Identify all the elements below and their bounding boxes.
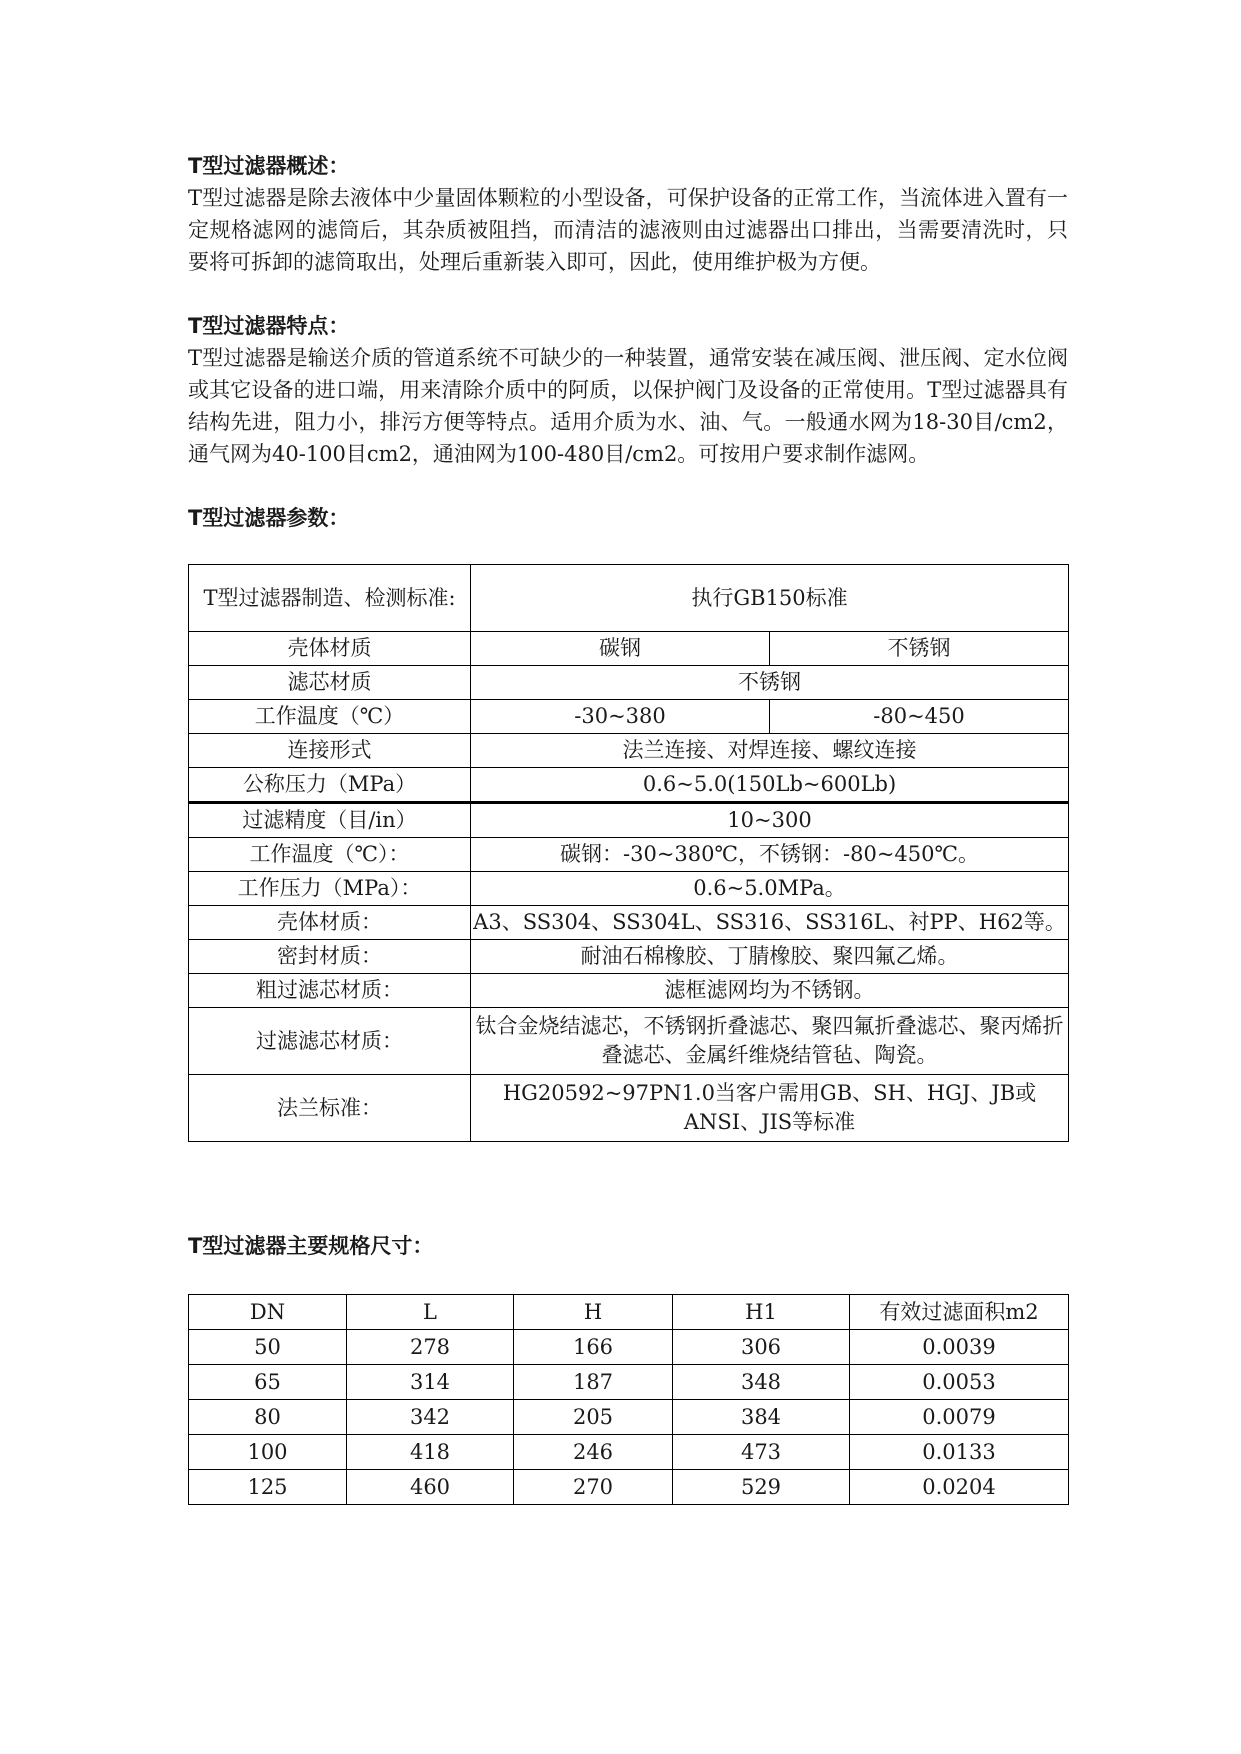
table-row bbox=[189, 1075, 1069, 1142]
table-cell: 0.0053 bbox=[850, 1365, 1069, 1400]
table-row bbox=[189, 803, 1069, 838]
table-cell: 125 bbox=[189, 1470, 347, 1505]
param-label: 壳体材质： bbox=[189, 906, 471, 940]
param-value: HG20592~97PN1.0当客户需用GB、SH、HGJ、JB或ANSI、JIS等标准 bbox=[471, 1075, 1069, 1142]
param-label: 滤芯材质 bbox=[189, 666, 471, 700]
table-row bbox=[189, 565, 1069, 632]
column-header: H1 bbox=[673, 1295, 850, 1330]
table-cell: 384 bbox=[673, 1400, 850, 1435]
column-header: DN bbox=[189, 1295, 347, 1330]
table-row bbox=[189, 940, 1069, 974]
param-value: 不锈钢 bbox=[471, 666, 1069, 700]
features-heading: T型过滤器特点： bbox=[188, 314, 350, 338]
table-row bbox=[189, 974, 1069, 1008]
table-cell: 0.0204 bbox=[850, 1470, 1069, 1505]
param-label: 密封材质： bbox=[189, 940, 471, 974]
table-row bbox=[189, 632, 1069, 666]
params-heading: T型过滤器参数： bbox=[188, 506, 350, 530]
param-value: 10~300 bbox=[471, 803, 1069, 838]
table-cell: 50 bbox=[189, 1330, 347, 1365]
table-cell: 166 bbox=[514, 1330, 673, 1365]
param-label: 过滤滤芯材质： bbox=[189, 1008, 471, 1075]
param-value: 0.6~5.0(150Lb~600Lb) bbox=[471, 768, 1069, 803]
table-row bbox=[189, 872, 1069, 906]
param-value: 滤框滤网均为不锈钢。 bbox=[471, 974, 1069, 1008]
column-header: 有效过滤面积m2 bbox=[850, 1295, 1069, 1330]
param-value: 0.6~5.0MPa。 bbox=[471, 872, 1069, 906]
table-row bbox=[189, 1008, 1069, 1075]
table-row bbox=[189, 1435, 1069, 1470]
table-cell: 65 bbox=[189, 1365, 347, 1400]
table-cell: 460 bbox=[347, 1470, 514, 1505]
specs-heading: T型过滤器主要规格尺寸： bbox=[188, 1234, 434, 1258]
param-value: 执行GB150标准 bbox=[471, 565, 1069, 632]
param-value: 法兰连接、对焊连接、螺纹连接 bbox=[471, 734, 1069, 768]
table-row bbox=[189, 734, 1069, 768]
overview-heading: T型过滤器概述： bbox=[188, 154, 350, 178]
param-value-stainless: -80~450 bbox=[770, 700, 1069, 734]
table-cell: 80 bbox=[189, 1400, 347, 1435]
table-cell: 278 bbox=[347, 1330, 514, 1365]
param-label: 粗过滤芯材质： bbox=[189, 974, 471, 1008]
table-row bbox=[189, 1365, 1069, 1400]
param-value-carbon: -30~380 bbox=[471, 700, 770, 734]
param-label: 连接形式 bbox=[189, 734, 471, 768]
table-cell: 205 bbox=[514, 1400, 673, 1435]
table-cell: 0.0079 bbox=[850, 1400, 1069, 1435]
document-page bbox=[188, 150, 1068, 1505]
table-cell: 187 bbox=[514, 1365, 673, 1400]
param-value-stainless: 不锈钢 bbox=[770, 632, 1069, 666]
table-header-row bbox=[189, 1295, 1069, 1330]
param-label: 工作压力（MPa）： bbox=[189, 872, 471, 906]
param-label: 过滤精度（目/in） bbox=[189, 803, 471, 838]
table-row bbox=[189, 666, 1069, 700]
table-cell: 314 bbox=[347, 1365, 514, 1400]
params-table bbox=[188, 564, 1069, 1142]
param-label: 工作温度（℃） bbox=[189, 700, 471, 734]
table-cell: 418 bbox=[347, 1435, 514, 1470]
table-cell: 246 bbox=[514, 1435, 673, 1470]
table-cell: 342 bbox=[347, 1400, 514, 1435]
table-cell: 306 bbox=[673, 1330, 850, 1365]
table-row bbox=[189, 838, 1069, 872]
param-label: 壳体材质 bbox=[189, 632, 471, 666]
param-value: A3、SS304、SS304L、SS316、SS316L、衬PP、H62等。 bbox=[471, 906, 1069, 940]
table-row bbox=[189, 768, 1069, 803]
table-cell: 348 bbox=[673, 1365, 850, 1400]
table-row bbox=[189, 700, 1069, 734]
table-row bbox=[189, 1470, 1069, 1505]
specs-table bbox=[188, 1294, 1069, 1505]
table-row bbox=[189, 1330, 1069, 1365]
param-value: 碳钢：-30~380℃，不锈钢：-80~450℃。 bbox=[471, 838, 1069, 872]
param-label: T型过滤器制造、检测标准: bbox=[189, 565, 471, 632]
param-value-carbon: 碳钢 bbox=[471, 632, 770, 666]
column-header: H bbox=[514, 1295, 673, 1330]
table-cell: 0.0039 bbox=[850, 1330, 1069, 1365]
features-paragraph: T型过滤器是输送介质的管道系统不可缺少的一种装置，通常安装在减压阀、泄压阀、定水位阀或其它设备的进口端，用来清除介质中的阿质，以保护阀门及设备的正常使用。T型过滤器具有结构先进，阻力小，排污方便等特点。适用介质为水、油、气。一般通水网为18-30目/cm2，通气网为40-100目cm2，通油网为100-480目/cm2。可按用户要求制作滤网。 bbox=[188, 346, 1068, 466]
param-label: 工作温度（℃）： bbox=[189, 838, 471, 872]
table-cell: 0.0133 bbox=[850, 1435, 1069, 1470]
table-cell: 100 bbox=[189, 1435, 347, 1470]
param-value: 钛合金烧结滤芯，不锈钢折叠滤芯、聚四氟折叠滤芯、聚丙烯折叠滤芯、金属纤维烧结管毡、陶瓷。 bbox=[471, 1008, 1069, 1075]
table-row bbox=[189, 1400, 1069, 1435]
overview-paragraph: T型过滤器是除去液体中少量固体颗粒的小型设备，可保护设备的正常工作，当流体进入置有一定规格滤网的滤筒后，其杂质被阻挡，而清洁的滤液则由过滤器出口排出，当需要清洗时，只要将可拆卸的滤筒取出，处理后重新装入即可，因此，使用维护极为方便。 bbox=[188, 186, 1068, 274]
table-row bbox=[189, 906, 1069, 940]
column-header: L bbox=[347, 1295, 514, 1330]
param-value: 耐油石棉橡胶、丁腈橡胶、聚四氟乙烯。 bbox=[471, 940, 1069, 974]
param-label: 法兰标准： bbox=[189, 1075, 471, 1142]
table-cell: 270 bbox=[514, 1470, 673, 1505]
param-label: 公称压力（MPa） bbox=[189, 768, 471, 803]
table-cell: 473 bbox=[673, 1435, 850, 1470]
table-cell: 529 bbox=[673, 1470, 850, 1505]
